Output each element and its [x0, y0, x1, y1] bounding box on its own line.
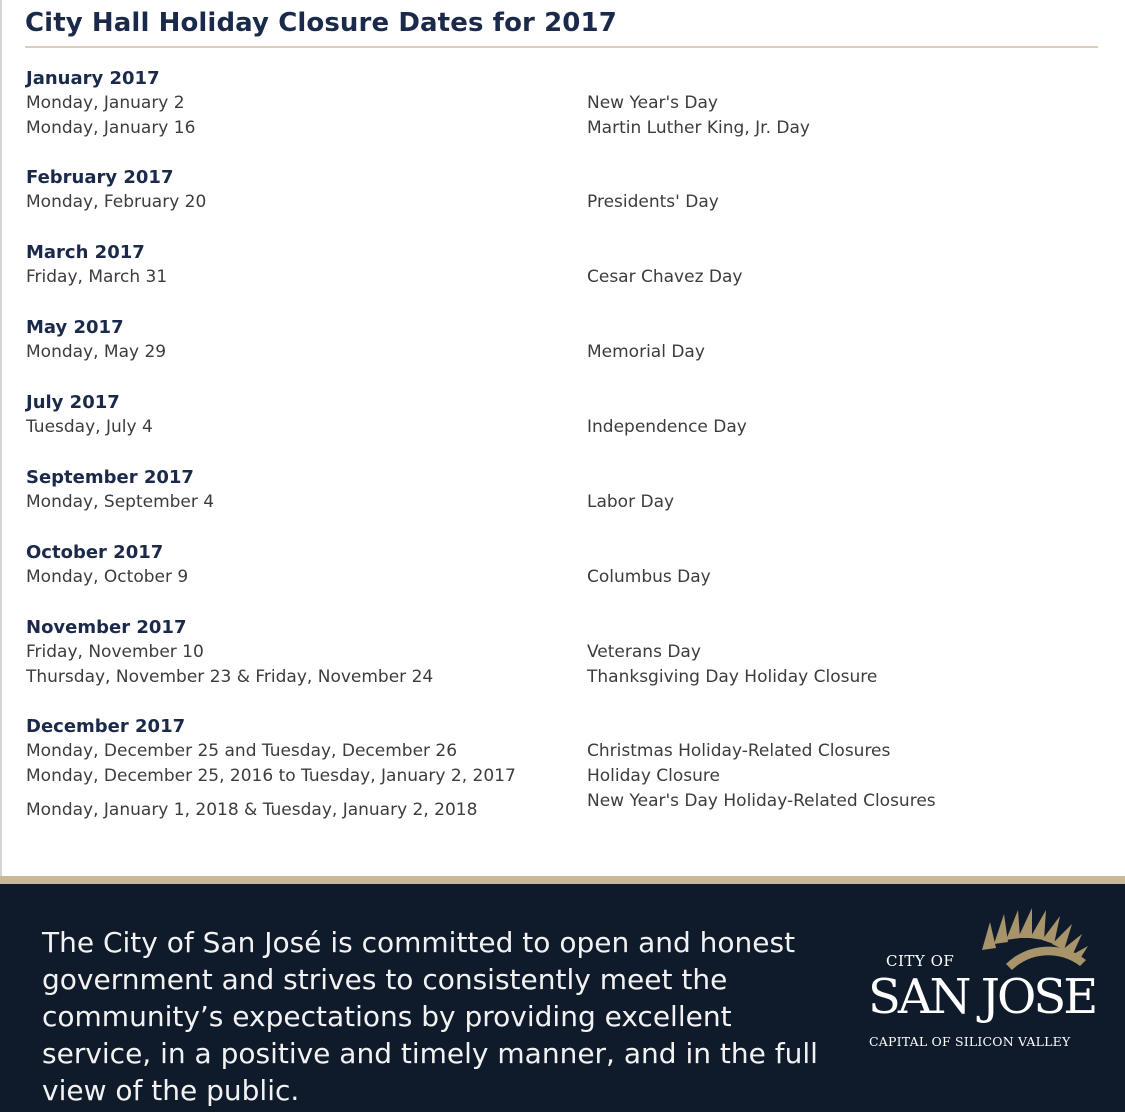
closure-date: Friday, March 31 [26, 267, 168, 287]
month-section-february [26, 166, 1096, 215]
closure-date: Monday, September 4 [26, 492, 215, 512]
closure-row [26, 665, 1096, 690]
month-section-july [26, 391, 1096, 440]
city-logo[interactable] [866, 908, 1106, 1058]
closure-row [26, 340, 1096, 365]
month-section-december [26, 715, 1096, 820]
closure-date: Monday, February 20 [26, 192, 207, 212]
closure-date: Monday, January 1, 2018 & Tuesday, January 2, 2018 [26, 800, 478, 820]
month-heading: March 2017 [26, 242, 145, 263]
closure-date: Monday, December 25, 2016 to Tuesday, January 2, 2017 [26, 766, 516, 786]
holiday-name: Thanksgiving Day Holiday Closure [587, 667, 878, 687]
holiday-name: New Year's Day Holiday-Related Closures [587, 791, 936, 811]
closure-date: Tuesday, July 4 [26, 417, 153, 437]
holiday-name: Veterans Day [587, 642, 701, 662]
closure-date: Monday, October 9 [26, 567, 189, 587]
closure-row [26, 415, 1096, 440]
closure-row [26, 789, 1096, 820]
month-section-november [26, 616, 1096, 690]
closure-row [26, 565, 1096, 590]
title-divider [25, 46, 1098, 48]
closure-row [26, 739, 1096, 764]
closure-date: Monday, December 25 and Tuesday, December 26 [26, 741, 458, 761]
holiday-name: Labor Day [587, 492, 675, 512]
logo-tagline: CAPITAL OF SILICON VALLEY [869, 1034, 1071, 1049]
mission-statement: The City of San José is committed to open and honest government and strives to consistently meet the community’s expectations by providing excellent service, in a positive and timely manner, and in the full view of the public. [42, 926, 818, 1107]
holiday-name: Presidents' Day [587, 192, 719, 212]
logo-city-name: SAN JOSE [868, 969, 1096, 1025]
closure-row [26, 640, 1096, 665]
holiday-name: Columbus Day [587, 567, 711, 587]
closure-date: Monday, January 2 [26, 93, 185, 113]
closure-date: Monday, January 16 [26, 118, 196, 138]
holiday-name: Independence Day [587, 417, 747, 437]
footer-accent-bar [0, 876, 1125, 884]
closure-row [26, 116, 1096, 141]
month-heading: January 2017 [26, 68, 160, 89]
month-heading: October 2017 [26, 542, 164, 563]
closure-date: Thursday, November 23 & Friday, November 24 [26, 667, 434, 687]
closure-date: Monday, May 29 [26, 342, 167, 362]
closure-row [26, 265, 1096, 290]
holiday-name: Cesar Chavez Day [587, 267, 743, 287]
month-heading: May 2017 [26, 317, 124, 338]
month-heading: September 2017 [26, 467, 194, 488]
month-heading: July 2017 [26, 392, 120, 413]
closure-row [26, 190, 1096, 215]
closure-row [26, 91, 1096, 116]
closure-date: Friday, November 10 [26, 642, 204, 662]
month-heading: February 2017 [26, 167, 174, 188]
holiday-name: Memorial Day [587, 342, 705, 362]
logo-city-of-text: CITY OF [886, 952, 955, 970]
month-section-may [26, 316, 1096, 365]
site-footer [0, 876, 1125, 1112]
closure-row [26, 764, 1096, 789]
closure-row [26, 490, 1096, 515]
month-section-january [26, 67, 1096, 141]
page-title: City Hall Holiday Closure Dates for 2017 [25, 8, 617, 38]
month-heading: December 2017 [26, 716, 186, 737]
holiday-name: Christmas Holiday-Related Closures [587, 741, 891, 761]
page-left-border [0, 0, 2, 876]
month-heading: November 2017 [26, 617, 187, 638]
holiday-name: Martin Luther King, Jr. Day [587, 118, 810, 138]
holiday-name: Holiday Closure [587, 766, 721, 786]
month-section-march [26, 241, 1096, 290]
month-section-september [26, 466, 1096, 515]
month-section-october [26, 541, 1096, 590]
holiday-name: New Year's Day [587, 93, 718, 113]
